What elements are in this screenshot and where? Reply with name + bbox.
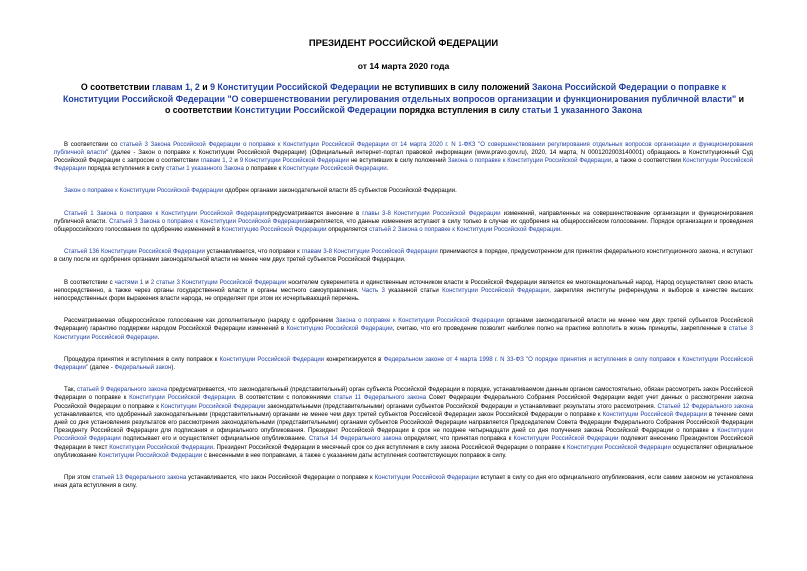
document-link[interactable]: Конституцию Российской Федерации — [221, 225, 327, 233]
document-link[interactable]: Конституции Российской Федерации — [54, 156, 754, 173]
text-run: (далее - Закон о поправке к Конституции Российской Федерации) (Официальный интернет-портал правовой информации (www.pravo.gov.ru), 2020, 14 марта, N 0001202003140001) обращаюсь в Конституционный Суд Российской Федерации с запросом о соответствии — [54, 148, 753, 164]
document-heading — [54, 82, 753, 117]
document-issuer: ПРЕЗИДЕНТ РОССИЙСКОЙ ФЕДЕРАЦИИ — [308, 37, 499, 48]
document-link[interactable]: Конституции Российской Федерации — [374, 473, 479, 481]
document-link[interactable]: Федеральном законе от 4 марта 1998 г. N 33-ФЗ "О порядке принятия и вступления в силу поправок к Конституции Российской Федерации" — [54, 355, 753, 371]
text-run: не вступивших в силу положений — [379, 82, 533, 92]
document-link[interactable]: статьи 1 указанного Закона — [521, 105, 643, 115]
text-run: В соответствии со — [64, 140, 121, 148]
text-run: конкретизируется в — [324, 355, 384, 363]
text-run: устанавливается, что одобренный законодательными (представительными) органами не менее чем двух третей субъектов Российской Федерации закон Российской Федерации о поправке к — [54, 410, 603, 418]
document-link[interactable]: 9 Конституции Российской Федерации — [239, 156, 349, 164]
document-link[interactable]: статьи 1 указанного Закона — [166, 165, 244, 173]
text-run: указанной статьи — [384, 286, 443, 294]
text-run: законодательными (представительными) органами субъектов Российской Федерации и устанавливает результаты этого рассмотрения. — [265, 402, 658, 410]
text-run: , закрепляя институты референдума и выборов в качестве высших непосредственных форм выражения власти народа, не определяет при этом их исчерпывающий перечень. — [54, 286, 753, 302]
document-link[interactable]: Статьей 3 Закона о поправке к Конституции Российской Федерации — [109, 217, 305, 225]
text-run: . — [157, 333, 160, 341]
document-link[interactable]: Конституцию Российской Федерации — [286, 325, 393, 333]
text-run: предусматривается, что законодательный (представительный) орган субъекта Российской Федерации в порядке, устанавливаемом данным органом самостоятельно, обязан рассмотреть закон Российской Федерации о поправке к — [54, 386, 754, 402]
document-link[interactable]: Часть 3 — [361, 286, 385, 294]
text-run: не вступивших в силу положений — [348, 156, 448, 164]
text-run: и — [143, 278, 151, 286]
document-link[interactable]: Конституции Российской Федерации — [442, 286, 550, 294]
text-run: и — [232, 156, 240, 164]
document-link[interactable]: Конституции Российской Федерации — [54, 427, 753, 443]
document-link[interactable]: Конституции Российской Федерации — [234, 105, 397, 115]
document-link[interactable]: 9 Конституции Российской Федерации — [210, 82, 380, 92]
document-link[interactable]: Закона о поправке к Конституции Российской Федерации — [447, 156, 612, 164]
document-link[interactable]: главам 1, 2 — [152, 82, 200, 92]
document-link[interactable]: Конституции Российской Федерации — [129, 394, 235, 402]
document-link[interactable]: Конституции Российской Федерации — [513, 435, 619, 443]
document-link[interactable]: Конституции Российской Федерации — [282, 165, 387, 173]
text-run: в течение семи дней со дня установления результатов его рассмотрения законодательными (представительными) органами субъектов Российской Федерации направляется Председателем Совета Федерации Федерального Собрания Российской Федерации Президенту Российской Федерации для подписания и официального опубликования. Президент Российской Федерации в срок не позднее четырнадцати дней со дня получения закона Российской Федерации о поправке к — [54, 410, 753, 435]
document-link[interactable]: 2 статьи 3 Конституции Российской Федерации — [150, 278, 287, 286]
text-run: Так, — [64, 386, 77, 394]
text-run: . В соответствии с положениями — [234, 394, 334, 402]
document-link[interactable]: Конституции Российской Федерации — [160, 402, 266, 410]
text-run: устанавливается, что закон Российской Федерации о поправке к — [186, 473, 375, 481]
document-link[interactable]: Статьей 136 Конституции Российской Федерации — [64, 248, 205, 256]
document-link[interactable]: статьей 2 Закона о поправке к Конституции Российской Федерации — [369, 225, 561, 233]
paragraph-1 — [54, 141, 753, 174]
text-run: . — [386, 165, 389, 173]
text-run: При этом — [64, 473, 93, 481]
document-link[interactable]: Конституции Российской Федерации — [98, 451, 203, 459]
document-link[interactable]: статье 3 Конституции Российской Федерации — [54, 325, 753, 341]
text-run: подлежит внесению Президентом Российской Федерации в текст — [54, 435, 753, 451]
paragraph-8 — [54, 386, 753, 460]
paragraph-9 — [54, 474, 753, 490]
text-run: одобрен органами законодательной власти 85 субъектов Российской Федерации. — [223, 187, 457, 195]
document-link[interactable]: главы 3-8 Конституции Российской Федерации — [362, 209, 501, 217]
text-run: носителем суверенитета и единственным источником власти в Российской Федерации является ее многонациональный народ. Народ осуществляет свою власть непосредственно, а также через органы государственной власти и органы местного самоуправления. — [54, 278, 753, 294]
document-link[interactable]: Закона о поправке к Конституции Российской Федерации — [335, 317, 504, 325]
text-run: (далее - — [88, 363, 115, 371]
document-link[interactable]: Закон о поправке к Конституции Российской Федерации — [64, 187, 224, 195]
document-link[interactable]: Конституции Российской Федерации — [109, 443, 214, 451]
text-run: осуществляет официальное опубликование — [54, 443, 753, 459]
text-run: , а также о соответствии — [611, 156, 683, 164]
paragraph-6 — [54, 317, 753, 342]
text-run: предусматривается внесение в — [267, 209, 363, 217]
text-run: устанавливается, что поправки к — [204, 248, 302, 256]
document-link[interactable]: статьей 3 Закона Российской Федерации о поправке к Конституции Российской Федерации от 14 марта 2020 г. N 1-ФКЗ "О совершенствовании регулирования отдельных вопросов организации и функционирования публичной власти" — [54, 140, 753, 156]
document-link[interactable]: статьей 13 Федерального закона — [92, 473, 187, 481]
document-date: от 14 марта 2020 года — [357, 61, 450, 71]
text-run: Процедура принятия и вступления в силу поправок к — [64, 355, 220, 363]
text-run: порядка вступления в силу — [85, 165, 167, 173]
text-run: с внесенными в нее поправками, а также с указанием даты вступления соответствующих поправок в силу. — [202, 451, 507, 459]
text-run: порядка вступления в силу — [396, 105, 522, 115]
text-run: . — [560, 225, 562, 233]
text-run: принимаются в порядке, предусмотренном для принятия федерального конституционного закона, и вступают в силу после их одобрения органами законодательной власти не менее чем двух третей субъектов Российской Федерации. — [54, 248, 753, 264]
document-link[interactable]: Конституции Российской Федерации — [219, 355, 325, 363]
text-run: , считаю, что его проведение позволит наиболее полно на практике воплотить в жизнь принципы, закрепленные в — [392, 325, 729, 333]
document-link[interactable]: статьей 9 Федерального закона — [76, 386, 168, 394]
paragraph-5 — [54, 279, 753, 304]
text-run: О соответствии — [80, 82, 153, 92]
text-run: и о соответствии — [164, 93, 745, 115]
document-link[interactable]: Статья 14 Федерального закона — [308, 435, 402, 443]
text-run: и — [199, 82, 211, 92]
document-body — [54, 141, 753, 491]
document-link[interactable]: Закона Российской Федерации о поправке к Конституции Российской Федерации "О совершенствовании регулирования отдельных вопросов организации и функционирования публичной власти" — [62, 82, 737, 104]
document-link[interactable]: Статьей 1 Закона о поправке к Конституции Российской Федерации — [64, 209, 268, 217]
document-link[interactable]: частями 1 — [114, 278, 144, 286]
paragraph-7 — [54, 356, 753, 372]
text-run: Рассматриваемая общероссийское голосование как дополнительную (наряду с одобрением — [64, 317, 336, 325]
text-run: изменений, направленных на совершенствование организации и функционирования публичной власти. — [54, 209, 753, 225]
document-link[interactable]: Конституции Российской Федерации — [602, 410, 707, 418]
document-link[interactable]: Конституции Российской Федерации — [566, 443, 671, 451]
text-run: определяется — [326, 225, 370, 233]
text-run: В соответствии с — [64, 278, 115, 286]
document-link[interactable]: главам 1, 2 — [200, 156, 233, 164]
document-link[interactable]: Статьей 12 Федерального закона — [657, 402, 753, 410]
text-run: органами законодательной власти не менее чем двух третей субъектов Российской Федерации) гарантию поддержки народом Российской Федерации изменений в — [54, 317, 753, 333]
text-run: ). — [171, 363, 176, 371]
document-link[interactable]: статьи 11 Федерального закона — [333, 394, 427, 402]
text-run: Совет Федерации Федерального Собрания Российской Федерации ведет учет данных о рассмотрении закона Российской Федерации о поправке к — [54, 394, 753, 410]
paragraph-2 — [54, 187, 753, 195]
paragraph-4 — [54, 248, 753, 264]
text-run: о поправке к — [243, 165, 283, 173]
document-link[interactable]: главам 3-8 Конституции Российской Федерации — [301, 248, 438, 256]
text-run: закрепляется, что данные изменения вступают в силу только в случае их одобрения на общероссийском голосовании. Порядок организации и проведения общероссийского голосования по одобрению изменений в — [54, 217, 753, 233]
text-run: определяет, что принятая поправка к — [401, 435, 514, 443]
text-run: подписывает его и осуществляет официальное опубликование. — [120, 435, 309, 443]
paragraph-3 — [54, 210, 753, 235]
document-link[interactable]: Федеральный закон — [114, 363, 172, 371]
text-run: вступает в силу со дня его официального опубликования, если самим законом не установлена иная дата вступления в силу. — [54, 473, 753, 490]
text-run: . Президент Российской Федерации в месячный срок со дня вступления в силу закона Российской Федерации о поправке к — [213, 443, 567, 451]
